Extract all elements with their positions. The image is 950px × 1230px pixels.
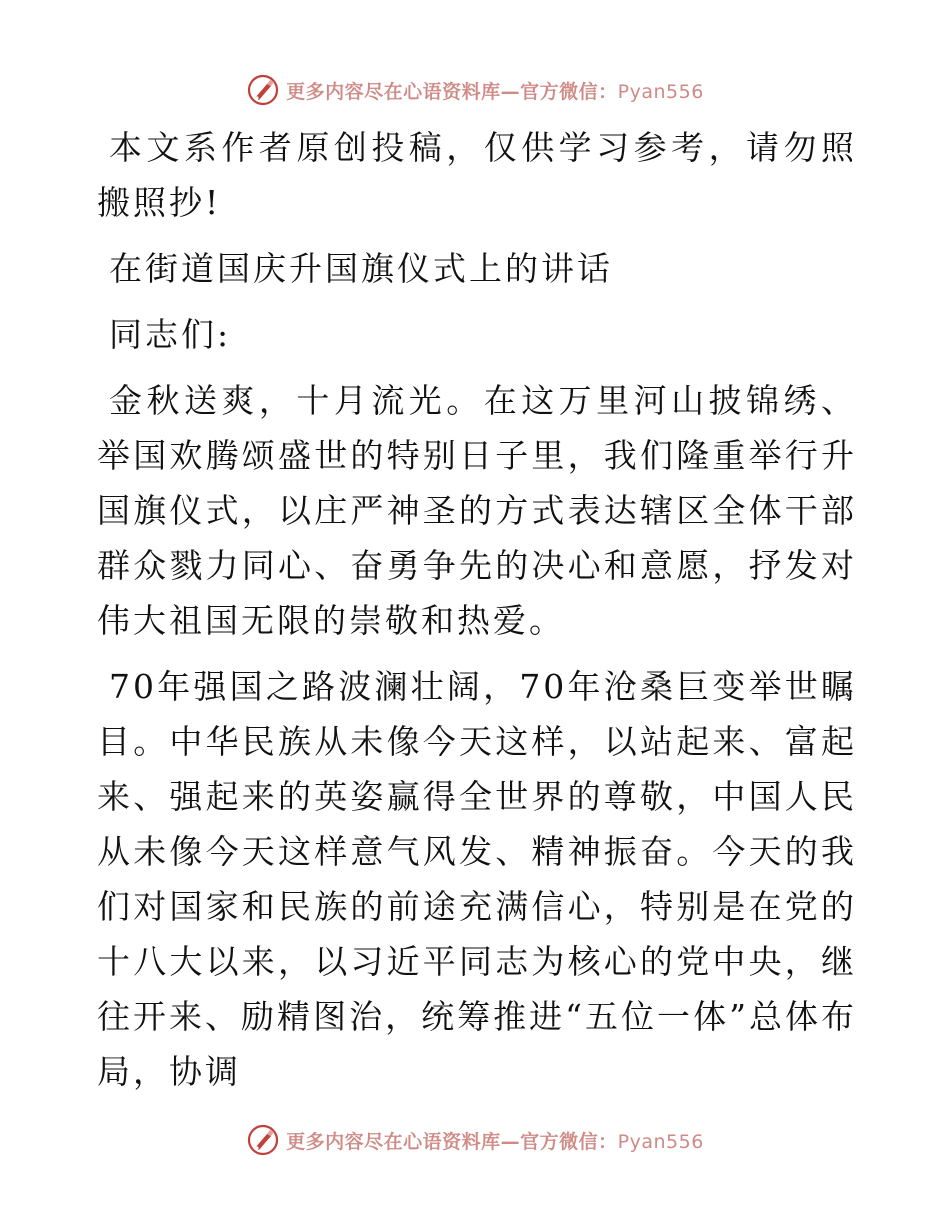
footer-watermark [0,1120,950,1160]
document-title: 在街道国庆升国旗仪式上的讲话 [109,249,613,288]
footer-watermark-text: 更多内容尽在心语资料库—官方微信： [286,1130,618,1153]
header-watermark [0,70,950,110]
footer-wechat-handle: Pyan556 [617,1130,704,1153]
paragraph-2: 70年强国之路波澜壮阔，70年沧桑巨变举世瞩目。中华民族从未像今天这样，以站起来、富起来、强起来的英姿赢得全世界的尊敬，中国人民从未像今天这样意气风发、精神振奋。今天的我们对国家和民族的前途充满信心，特别是在党的十八大以来，以习近平同志为核心的党中央，继往开来、励精图治，统筹推进“五位一体”总体布局，协调 [97,667,857,1091]
pen-logo-icon [246,73,280,107]
header-watermark-text: 更多内容尽在心语资料库—官方微信： [286,80,618,103]
header-wechat-handle: Pyan556 [617,80,704,103]
salutation: 同志们: [109,315,232,354]
pen-logo-icon [246,1123,280,1157]
copyright-notice: 本文系作者原创投稿，仅供学习参考，请勿照搬照抄! [97,128,857,222]
paragraph-1: 金秋送爽，十月流光。在这万里河山披锦绣、举国欢腾颂盛世的特别日子里，我们隆重举行升国旗仪式，以庄严神圣的方式表达辖区全体干部群众戮力同心、奋勇争先的决心和意愿，抒发对伟大祖国无限的崇敬和热爱。 [97,381,857,640]
document-body [97,120,857,1110]
